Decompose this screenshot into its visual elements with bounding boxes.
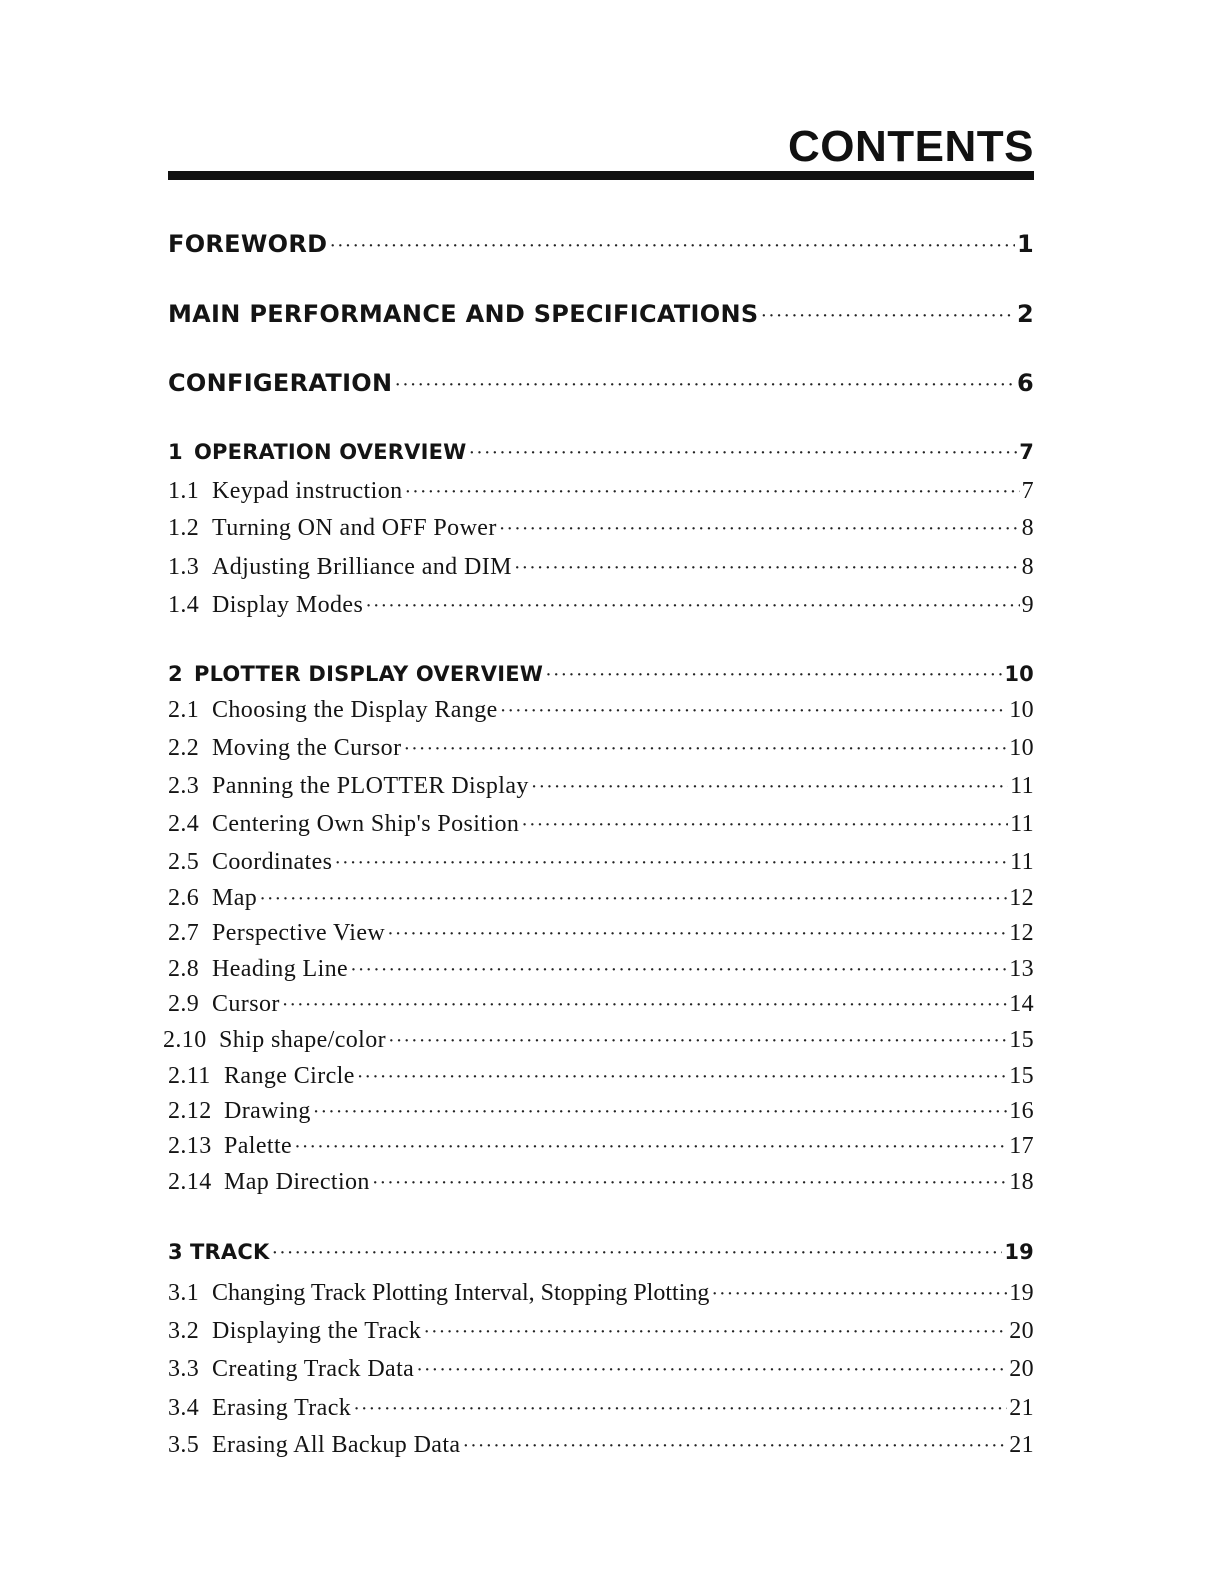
toc-page-number: 19 (1004, 1240, 1034, 1264)
toc-leader (545, 664, 1002, 687)
toc-entry-2-10[interactable] (163, 1027, 1034, 1054)
toc-entry-title: Adjusting Brilliance and DIM (212, 554, 512, 580)
toc-entry-title: Centering Own Ship's Position (212, 811, 520, 837)
toc-entry-title: MAIN PERFORMANCE AND SPECIFICATIONS (168, 300, 759, 328)
page-title: CONTENTS (788, 122, 1034, 171)
toc-page-number: 7 (1021, 478, 1034, 504)
toc-entry-number: 1.3 (168, 554, 200, 580)
toc-entry-number: 2.9 (168, 991, 200, 1017)
toc-entry-number: 2.11 (168, 1063, 211, 1089)
toc-leader (365, 595, 1019, 618)
toc-entry-number: 2.3 (168, 773, 200, 799)
toc-chapter-3[interactable] (168, 1240, 1034, 1265)
toc-entry-number: 3.2 (168, 1318, 200, 1344)
toc-entry-title: FOREWORD (168, 230, 328, 258)
toc-leader (357, 1066, 1007, 1089)
toc-entry-title: Display Modes (212, 592, 364, 618)
toc-page-number: 10 (1009, 735, 1034, 761)
toc-entry-title: CONFIGERATION (168, 369, 393, 397)
toc-entry-number: 1.1 (168, 478, 200, 504)
toc-leader (350, 959, 1007, 982)
toc-entry-number: 2.7 (168, 920, 200, 946)
toc-entry-3-3[interactable] (168, 1356, 1034, 1383)
toc-page-number: 7 (1019, 440, 1034, 464)
toc-entry-number: 2.14 (168, 1169, 212, 1195)
toc-chapter-2[interactable] (168, 662, 1034, 687)
toc-chapter-title: PLOTTER DISPLAY OVERVIEW (194, 662, 544, 686)
toc-entry-title: Choosing the Display Range (212, 697, 498, 723)
toc-entry-2-13[interactable] (168, 1133, 1034, 1160)
toc-page-number: 11 (1010, 811, 1034, 837)
toc-entry-2-14[interactable] (168, 1169, 1034, 1196)
toc-page-number: 11 (1010, 773, 1034, 799)
toc-entry-title: Cursor (212, 991, 280, 1017)
toc-leader (329, 235, 1015, 258)
toc-leader (387, 923, 1007, 946)
toc-entry-title: Coordinates (212, 849, 333, 875)
toc-page-number: 13 (1009, 956, 1034, 982)
toc-leader (462, 1435, 1007, 1458)
toc-page-number: 6 (1017, 369, 1034, 397)
toc-entry-number: 1.2 (168, 515, 200, 541)
toc-entry-2-12[interactable] (168, 1098, 1034, 1125)
toc-entry-3-5[interactable] (168, 1432, 1034, 1459)
toc-leader (521, 814, 1008, 837)
toc-chapter-number: 2 (168, 662, 183, 686)
toc-leader (405, 481, 1020, 504)
toc-leader (294, 1136, 1007, 1159)
toc-entry-title: Changing Track Plotting Interval, Stopping Plotting (212, 1280, 710, 1306)
toc-page-number: 16 (1009, 1098, 1034, 1124)
toc-entry-number: 3.4 (168, 1395, 200, 1421)
toc-entry-title: Map (212, 885, 258, 911)
toc-entry-number: 3.1 (168, 1280, 200, 1306)
toc-entry-title: Erasing All Backup Data (212, 1432, 461, 1458)
toc-entry-2-2[interactable] (168, 735, 1034, 762)
toc-chapter-number: 1 (168, 440, 183, 464)
toc-chapter-title: TRACK (190, 1240, 270, 1264)
toc-page-number: 15 (1009, 1063, 1034, 1089)
toc-leader (514, 557, 1020, 580)
toc-leader (499, 518, 1020, 541)
toc-leader (423, 1321, 1007, 1344)
toc-entry-number: 2.6 (168, 885, 200, 911)
toc-page-number: 21 (1009, 1432, 1034, 1458)
title-rule (168, 171, 1034, 180)
toc-entry-title: Palette (224, 1133, 293, 1159)
toc-entry-title: Ship shape/color (219, 1027, 387, 1053)
toc-entry-number: 3.5 (168, 1432, 200, 1458)
toc-entry-main-performance[interactable] (168, 300, 1034, 328)
toc-entry-number: 2.1 (168, 697, 200, 723)
toc-chapter-number: 3 (168, 1240, 183, 1264)
toc-chapter-title: OPERATION OVERVIEW (194, 440, 467, 464)
toc-page-number: 20 (1009, 1356, 1034, 1382)
toc-leader (711, 1283, 1007, 1306)
toc-entry-2-4[interactable] (168, 811, 1034, 838)
toc-entry-title: Map Direction (224, 1169, 370, 1195)
toc-entry-title: Displaying the Track (212, 1318, 422, 1344)
toc-entry-title: Panning the PLOTTER Display (212, 773, 529, 799)
toc-page-number: 9 (1021, 592, 1034, 618)
toc-leader (353, 1398, 1007, 1421)
toc-page-number: 21 (1009, 1395, 1034, 1421)
toc-entry-title: Turning ON and OFF Power (212, 515, 497, 541)
toc-page-number: 12 (1009, 885, 1034, 911)
toc-leader (388, 1030, 1007, 1053)
toc-entry-title: Keypad instruction (212, 478, 403, 504)
toc-entry-number: 2.2 (168, 735, 200, 761)
toc-page-number: 10 (1004, 662, 1034, 686)
toc-entry-foreword[interactable] (168, 230, 1034, 258)
toc-leader (531, 776, 1008, 799)
toc-entry-title: Range Circle (224, 1063, 355, 1089)
toc-page-number: 19 (1009, 1280, 1034, 1306)
toc-entry-title: Erasing Track (212, 1395, 352, 1421)
toc-page-number: 2 (1017, 300, 1034, 328)
toc-entry-2-5[interactable] (168, 849, 1034, 876)
toc-entry-3-1[interactable] (168, 1280, 1034, 1307)
toc-leader (416, 1359, 1007, 1382)
toc-entry-number: 2.4 (168, 811, 200, 837)
toc-page-number: 1 (1017, 230, 1034, 258)
toc-entry-number: 2.5 (168, 849, 200, 875)
toc-entry-title: Heading Line (212, 956, 349, 982)
toc-entry-2-9[interactable] (168, 991, 1034, 1018)
toc-entry-1-2[interactable] (168, 515, 1034, 542)
toc-page-number: 15 (1009, 1027, 1034, 1053)
toc-entry-title: Perspective View (212, 920, 386, 946)
toc-entry-2-11[interactable] (168, 1063, 1034, 1090)
toc-leader (760, 305, 1015, 328)
toc-leader (394, 374, 1015, 397)
toc-entry-number: 2.10 (163, 1027, 207, 1053)
toc-entry-2-7[interactable] (168, 920, 1034, 947)
toc-page-number: 8 (1021, 515, 1034, 541)
toc-page-number: 12 (1009, 920, 1034, 946)
toc-entry-number: 2.12 (168, 1098, 212, 1124)
toc-leader (259, 888, 1007, 911)
toc-entry-title: Drawing (224, 1098, 311, 1124)
toc-leader (469, 442, 1018, 465)
toc-entry-2-6[interactable] (168, 885, 1034, 912)
toc-entry-number: 2.8 (168, 956, 200, 982)
toc-page-number: 17 (1009, 1133, 1034, 1159)
toc-entry-title: Moving the Cursor (212, 735, 402, 761)
toc-entry-3-4[interactable] (168, 1395, 1034, 1422)
toc-entry-configeration[interactable] (168, 369, 1034, 397)
toc-leader (334, 852, 1008, 875)
toc-entry-1-4[interactable] (168, 592, 1034, 619)
toc-leader (271, 1242, 1002, 1265)
toc-page-number: 18 (1009, 1169, 1034, 1195)
toc-page-number: 8 (1021, 554, 1034, 580)
toc-entry-1-1[interactable] (168, 478, 1034, 505)
toc-leader (372, 1172, 1007, 1195)
toc-entry-3-2[interactable] (168, 1318, 1034, 1345)
toc-chapter-1[interactable] (168, 440, 1034, 465)
toc-page-number: 14 (1009, 991, 1034, 1017)
toc-entry-number: 1.4 (168, 592, 200, 618)
toc-leader (403, 738, 1007, 761)
toc-page-number: 10 (1009, 697, 1034, 723)
toc-entry-number: 3.3 (168, 1356, 200, 1382)
toc-page-number: 11 (1010, 849, 1034, 875)
toc-entry-2-1[interactable] (168, 697, 1034, 724)
toc-entry-2-3[interactable] (168, 773, 1034, 800)
toc-entry-1-3[interactable] (168, 554, 1034, 581)
toc-entry-title: Creating Track Data (212, 1356, 415, 1382)
toc-leader (500, 700, 1007, 723)
toc-leader (313, 1101, 1007, 1124)
toc-page-number: 20 (1009, 1318, 1034, 1344)
toc-entry-2-8[interactable] (168, 956, 1034, 983)
toc-entry-number: 2.13 (168, 1133, 212, 1159)
toc-leader (282, 994, 1007, 1017)
